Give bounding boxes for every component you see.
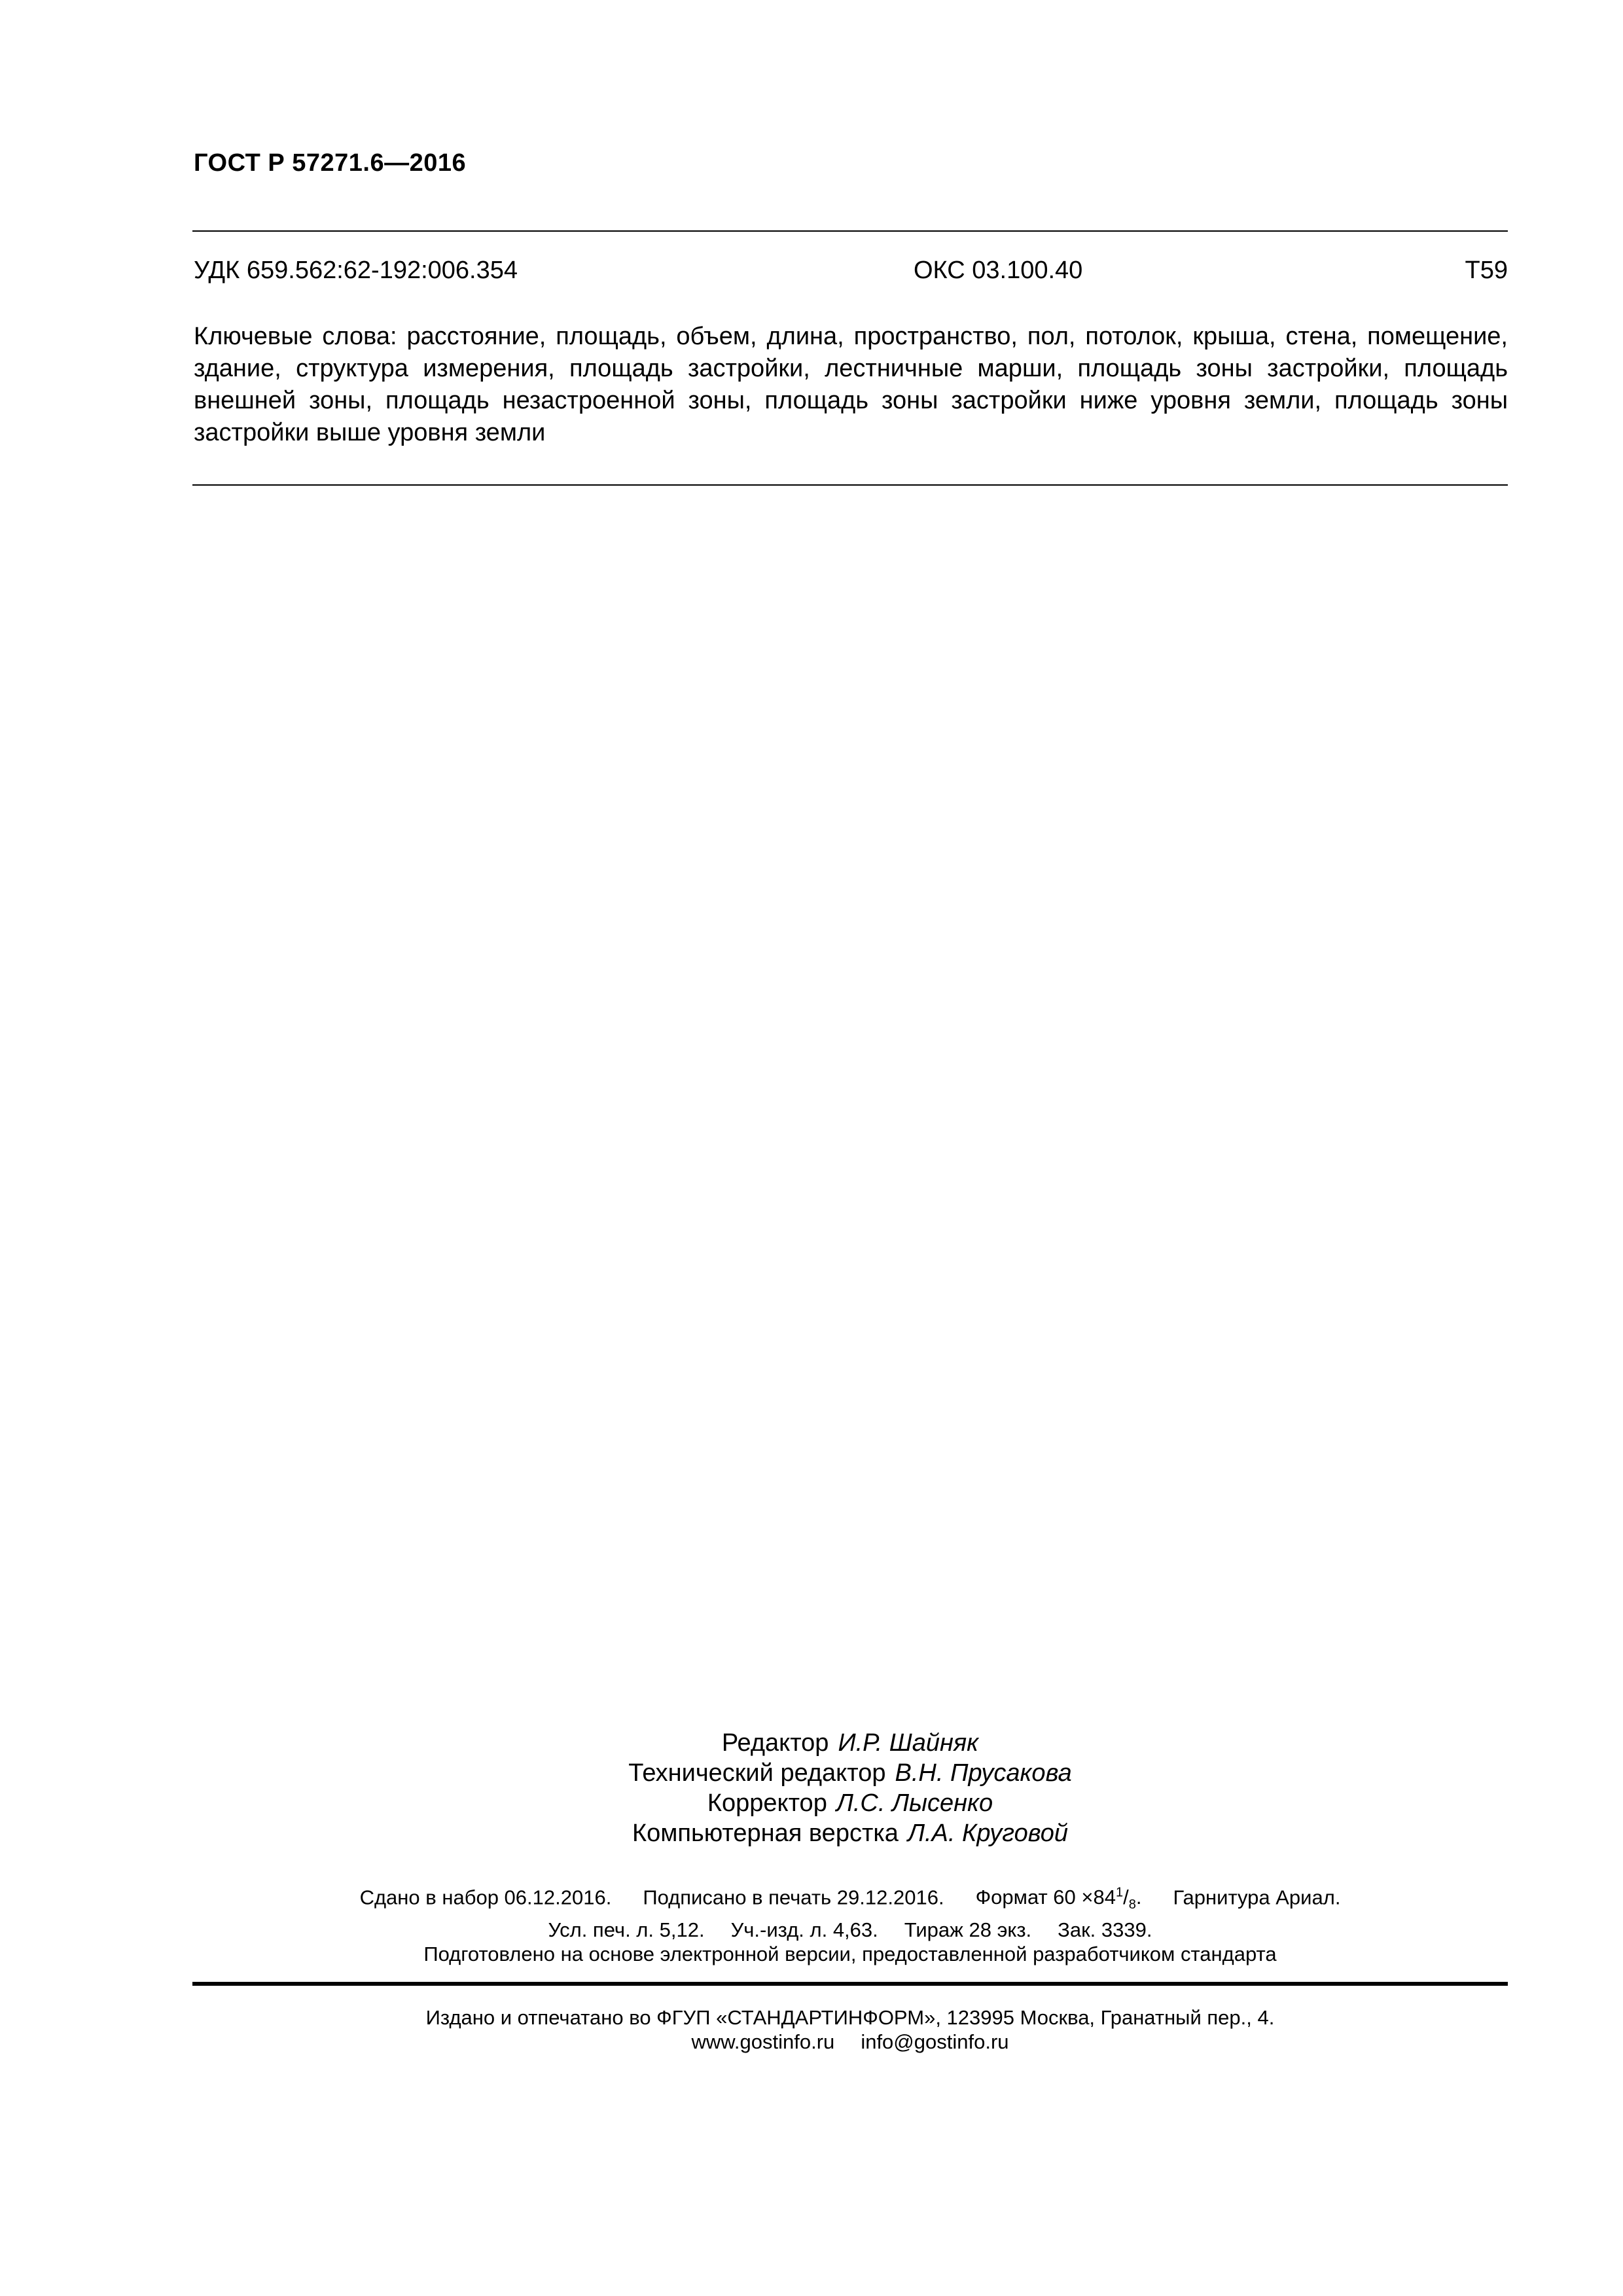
print-info bbox=[192, 1881, 1508, 1966]
circulation: Тираж 28 экз. bbox=[904, 1918, 1032, 1941]
publisher-sheets: Уч.-изд. л. 4,63. bbox=[730, 1918, 878, 1941]
typeface: Гарнитура Ариал. bbox=[1173, 1886, 1341, 1909]
standard-number-header: ГОСТ Р 57271.6—2016 bbox=[194, 149, 467, 177]
order-number: Зак. 3339. bbox=[1058, 1918, 1152, 1941]
keywords-divider bbox=[192, 484, 1508, 486]
credit-role: Редактор bbox=[721, 1729, 829, 1757]
credit-editor bbox=[192, 1728, 1508, 1758]
publisher-contacts bbox=[192, 2030, 1508, 2054]
credit-name: Л.С. Лысенко bbox=[836, 1789, 993, 1817]
email-link[interactable]: info@gostinfo.ru bbox=[861, 2030, 1009, 2053]
format: Формат $60 \times 84^1/_8$. bbox=[975, 1886, 1142, 1912]
classification-row bbox=[194, 257, 1508, 289]
credit-proofreader bbox=[192, 1788, 1508, 1818]
credit-name: В.Н. Прусакова bbox=[895, 1759, 1072, 1787]
publisher-info bbox=[192, 2005, 1508, 2054]
t-code: Т59 bbox=[1465, 257, 1508, 284]
oks-code: ОКС 03.100.40 bbox=[914, 257, 1083, 284]
print-sheets: Усл. печ. л. 5,12. bbox=[548, 1918, 705, 1941]
top-divider bbox=[192, 230, 1508, 232]
credit-role: Компьютерная верстка bbox=[632, 1820, 899, 1847]
editorial-credits bbox=[192, 1728, 1508, 1848]
udk-code: УДК 659.562:62-192:006.354 bbox=[194, 257, 518, 284]
signed-date: Подписано в печать 29.12.2016. bbox=[643, 1886, 944, 1909]
print-info-line-1 bbox=[192, 1881, 1508, 1918]
credit-name: И.Р. Шайняк bbox=[838, 1729, 979, 1757]
footer-divider bbox=[192, 1982, 1508, 1986]
publisher-line: Издано и отпечатано во ФГУП «СТАНДАРТИНФОРМ», 123995 Москва, Гранатный пер., 4. bbox=[425, 2006, 1275, 2029]
credit-layout bbox=[192, 1818, 1508, 1848]
submitted-date: Сдано в набор 06.12.2016. bbox=[359, 1886, 612, 1909]
prepared-note: Подготовлено на основе электронной версии, предоставленной разработчиком стандарта bbox=[423, 1942, 1277, 1965]
keywords-paragraph: Ключевые слова: расстояние, площадь, объем, длина, пространство, пол, потолок, крыша, стена, помещение, здание, структура измерения, площадь застройки, лестничные марши, площадь зоны застройки, площадь внешней зоны, площадь незастроенной зоны, площадь зоны застройки ниже уровня земли, площадь зоны застройки выше уровня земли bbox=[194, 323, 1508, 446]
credit-role: Технический редактор bbox=[628, 1759, 886, 1787]
credit-technical-editor bbox=[192, 1758, 1508, 1788]
credit-role: Корректор bbox=[707, 1789, 827, 1817]
print-info-line-2 bbox=[192, 1918, 1508, 1942]
credit-name: Л.А. Круговой bbox=[907, 1820, 1069, 1847]
website-link[interactable]: www.gostinfo.ru bbox=[691, 2030, 835, 2053]
